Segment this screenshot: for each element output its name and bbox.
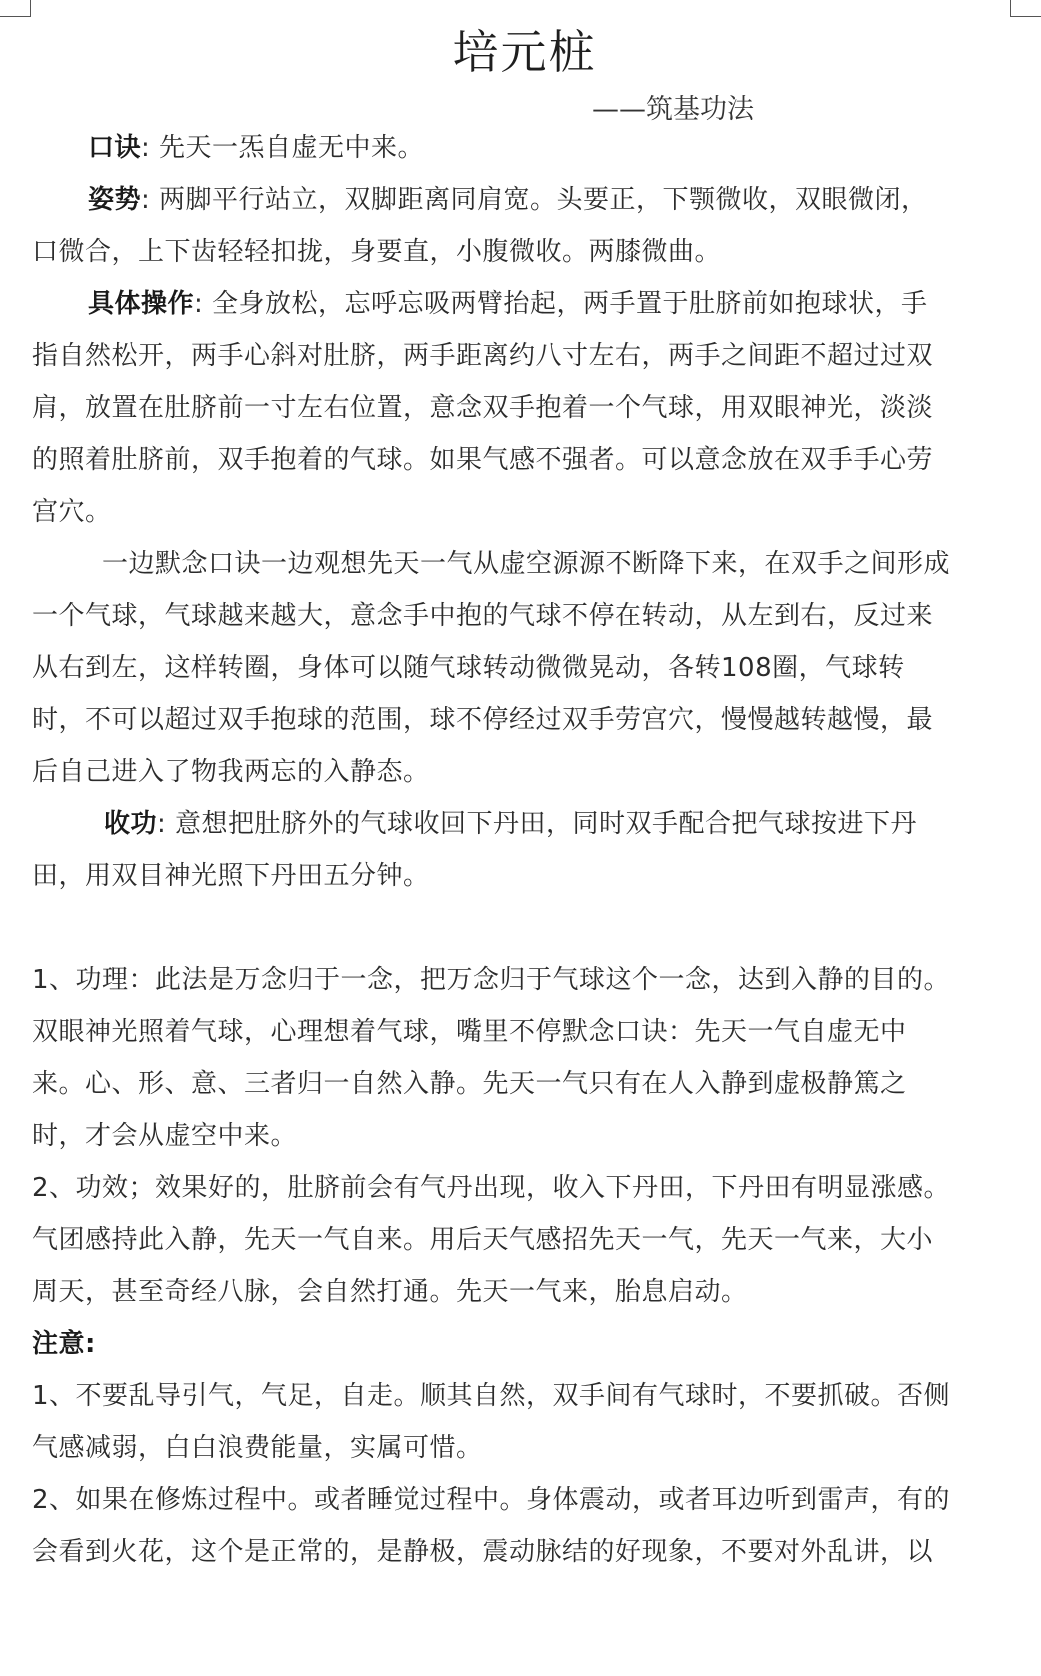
guanxiang-text-line: 从右到左，这样转圈，身体可以随气球转动微微晃动，各转108圈，气球转 — [32, 653, 905, 683]
caozuo-label: 具体操作 — [88, 289, 195, 319]
koujue-text: 先天一炁自虚无中来。 — [159, 133, 425, 163]
caozuo-text-line: 全身放松，忘呼忘吸两臂抬起，两手置于肚脐前如抱球状，手 — [212, 289, 928, 319]
shougong-paragraph — [104, 804, 917, 844]
caozuo-separator: : — [194, 289, 213, 319]
zishi-separator: : — [141, 185, 160, 215]
koujue-separator: : — [141, 133, 160, 163]
gongxiao-text-line: 气团感持此入静，先天一气自来。用后天气感招先天一气，先天一气来，大小 — [32, 1225, 934, 1255]
gongli-text-line: 来。心、形、意、三者归一自然入静。先天一气只有在人入静到虚极静篤之 — [32, 1069, 907, 1099]
guanxiang-text-line: 一边默念口诀一边观想先天一气从虚空源源不断降下来，在双手之间形成 — [102, 549, 951, 579]
page-subtitle: ——筑基功法 — [592, 94, 754, 125]
caozuo-text-line: 的照着肚脐前，双手抱着的气球。如果气感不强者。可以意念放在双手手心劳 — [32, 445, 934, 475]
crop-mark-top-right — [1010, 0, 1041, 17]
guanxiang-text-line: 一个气球，气球越来越大，意念手中抱的气球不停在转动，从左到右，反过来 — [32, 601, 934, 631]
gongli-text-line: 1、功理：此法是万念归于一念，把万念归于气球这个一念，达到入静的目的。 — [32, 965, 951, 995]
koujue-paragraph — [88, 128, 424, 168]
gongxiao-text-line: 周天，甚至奇经八脉，会自然打通。先天一气来，胎息启动。 — [32, 1277, 748, 1307]
guanxiang-text-line: 时，不可以超过双手抱球的范围，球不停经过双手劳宫穴，慢慢越转越慢，最 — [32, 705, 934, 735]
shougong-text-line: 田，用双目神光照下丹田五分钟。 — [32, 861, 430, 891]
shougong-separator: : — [157, 809, 176, 839]
caozuo-paragraph — [88, 284, 928, 324]
caozuo-text-line: 指自然松开，两手心斜对肚脐，两手距离约八寸左右，两手之间距不超过过双 — [32, 341, 934, 371]
zhuyi-text-line: 会看到火花，这个是正常的，是静极，震动脉结的好现象，不要对外乱讲，以 — [32, 1537, 934, 1567]
zhuyi-heading: 注意: — [32, 1329, 96, 1359]
zhuyi-text-line: 气感减弱，白白浪费能量，实属可惜。 — [32, 1433, 483, 1463]
caozuo-text-line: 宫穴。 — [32, 497, 112, 527]
zhuyi-text-line: 2、如果在修炼过程中。或者睡觉过程中。身体震动，或者耳边听到雷声，有的 — [32, 1485, 951, 1515]
zhuyi-text-line: 1、不要乱导引气，气足，自走。顺其自然，双手间有气球时，不要抓破。否侧 — [32, 1381, 951, 1411]
shougong-label: 收功 — [104, 809, 158, 839]
zishi-label: 姿势 — [88, 185, 142, 215]
koujue-label: 口诀 — [88, 133, 142, 163]
crop-mark-top-left — [0, 0, 31, 17]
zishi-text-line: 两脚平行站立，双脚距离同肩宽。头要正，下颚微收，双眼微闭， — [159, 185, 928, 215]
guanxiang-text-line: 后自己进入了物我两忘的入静态。 — [32, 757, 430, 787]
caozuo-text-line: 肩，放置在肚脐前一寸左右位置，意念双手抱着一个气球，用双眼神光，淡淡 — [32, 393, 934, 423]
gongli-text-line: 双眼神光照着气球，心理想着气球，嘴里不停默念口诀：先天一气自虚无中 — [32, 1017, 907, 1047]
zishi-text-line: 口微合，上下齿轻轻扣拢，身要直，小腹微收。两膝微曲。 — [32, 237, 722, 267]
gongli-text-line: 时，才会从虚空中来。 — [32, 1121, 298, 1151]
gongxiao-text-line: 2、功效；效果好的，肚脐前会有气丹出现，收入下丹田，下丹田有明显涨感。 — [32, 1173, 951, 1203]
page-title: 培元桩 — [452, 25, 597, 79]
shougong-text-line: 意想把肚脐外的气球收回下丹田，同时双手配合把气球按进下丹 — [175, 809, 918, 839]
zishi-paragraph — [88, 180, 928, 220]
